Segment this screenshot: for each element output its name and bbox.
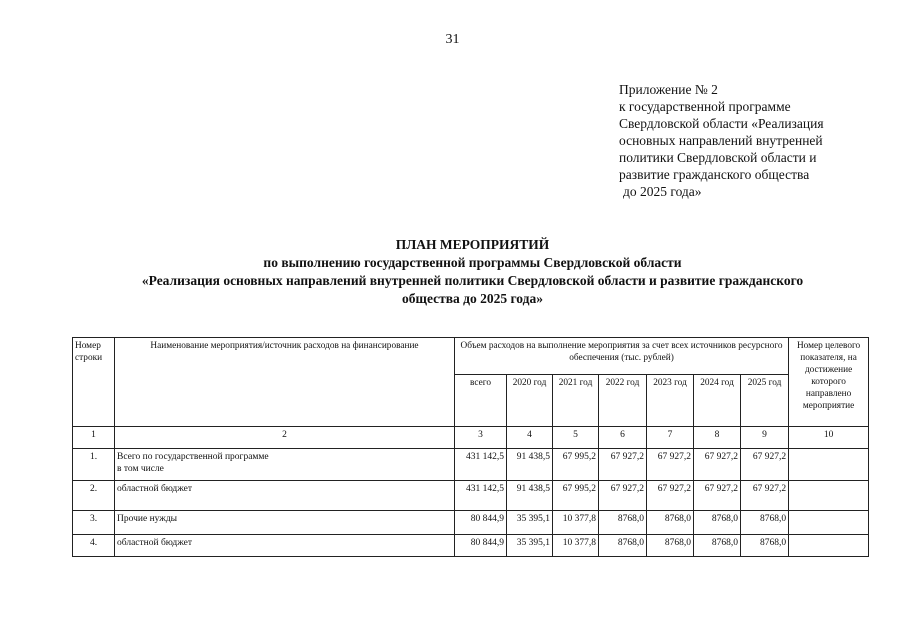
row-value-2021: 67 995,2: [553, 481, 599, 511]
column-number: 6: [599, 427, 647, 449]
table-row: [73, 535, 869, 557]
table-row: [73, 511, 869, 535]
row-value-2022: 67 927,2: [599, 481, 647, 511]
row-value-total: 431 142,5: [455, 481, 507, 511]
appendix-line: Свердловской области «Реализация: [619, 116, 824, 131]
row-target: [789, 535, 869, 557]
row-value-2021: 10 377,8: [553, 511, 599, 535]
row-value-2023: 67 927,2: [647, 481, 694, 511]
row-value-2025: 67 927,2: [741, 481, 789, 511]
row-value-2023: 8768,0: [647, 535, 694, 557]
column-number: 7: [647, 427, 694, 449]
plan-title-line: «Реализация основных направлений внутренней политики Свердловской области и развитие гражданского: [141, 273, 804, 288]
row-name: [115, 449, 455, 481]
row-value-2024: 67 927,2: [694, 481, 741, 511]
header-year-2024: 2024 год: [694, 375, 741, 427]
page-number: 31: [445, 32, 460, 47]
plan-title-line: общества до 2025 года»: [402, 291, 543, 306]
header-target: Номер целевого показателя, на достижение которого направлено мероприятие: [789, 338, 869, 427]
plan-title-heading: ПЛАН МЕРОПРИЯТИЙ: [395, 237, 550, 252]
row-value-2025: 8768,0: [741, 535, 789, 557]
row-value-2021: 67 995,2: [553, 449, 599, 481]
row-value-2024: 8768,0: [694, 535, 741, 557]
appendix-line: развитие гражданского общества: [619, 167, 810, 182]
row-number: 1.: [73, 449, 115, 481]
row-value-2022: 8768,0: [599, 511, 647, 535]
row-number: 4.: [73, 535, 115, 557]
appendix-line: до 2025 года»: [623, 184, 702, 199]
row-name-line: Всего по государственной программе: [117, 452, 269, 462]
row-value-2020: 91 438,5: [507, 481, 553, 511]
table-row: [73, 449, 869, 481]
header-row-number: Номер строки: [73, 338, 115, 427]
plan-title: [80, 236, 865, 308]
row-target: [789, 449, 869, 481]
column-number: 5: [553, 427, 599, 449]
row-name: областной бюджет: [115, 481, 455, 511]
header-total: всего: [455, 375, 507, 427]
header-year-2020: 2020 год: [507, 375, 553, 427]
row-value-2024: 67 927,2: [694, 449, 741, 481]
header-name: Наименование мероприятия/источник расходов на финансирование: [115, 338, 455, 427]
row-value-2020: 35 395,1: [507, 511, 553, 535]
row-name-line: в том числе: [117, 464, 164, 474]
row-name: Прочие нужды: [115, 511, 455, 535]
appendix-line: к государственной программе: [619, 99, 791, 114]
plan-table: [72, 337, 869, 557]
row-value-total: 431 142,5: [455, 449, 507, 481]
header-volume: Объем расходов на выполнение мероприятия за счет всех источников ресурсного обеспечения (тыс. рублей): [455, 338, 789, 375]
column-number: 10: [789, 427, 869, 449]
column-numbers-row: [73, 427, 869, 449]
row-target: [789, 481, 869, 511]
row-value-2023: 67 927,2: [647, 449, 694, 481]
table-row: [73, 481, 869, 511]
column-number: 3: [455, 427, 507, 449]
column-number: 2: [115, 427, 455, 449]
appendix-note: [619, 81, 889, 200]
row-value-2022: 67 927,2: [599, 449, 647, 481]
appendix-line: Приложение № 2: [619, 82, 718, 97]
row-value-2022: 8768,0: [599, 535, 647, 557]
column-number: 8: [694, 427, 741, 449]
row-value-2020: 35 395,1: [507, 535, 553, 557]
row-value-2021: 10 377,8: [553, 535, 599, 557]
appendix-line: основных направлений внутренней: [619, 133, 823, 148]
row-number: 2.: [73, 481, 115, 511]
row-name: областной бюджет: [115, 535, 455, 557]
row-target: [789, 511, 869, 535]
header-year-2022: 2022 год: [599, 375, 647, 427]
row-value-2024: 8768,0: [694, 511, 741, 535]
row-number: 3.: [73, 511, 115, 535]
row-value-total: 80 844,9: [455, 535, 507, 557]
row-value-total: 80 844,9: [455, 511, 507, 535]
appendix-line: политики Свердловской области и: [619, 150, 817, 165]
column-number: 9: [741, 427, 789, 449]
plan-title-line: по выполнению государственной программы Свердловской области: [263, 255, 682, 270]
column-number: 1: [73, 427, 115, 449]
header-year-2025: 2025 год: [741, 375, 789, 427]
row-value-2025: 8768,0: [741, 511, 789, 535]
row-value-2023: 8768,0: [647, 511, 694, 535]
header-year-2021: 2021 год: [553, 375, 599, 427]
row-value-2025: 67 927,2: [741, 449, 789, 481]
row-value-2020: 91 438,5: [507, 449, 553, 481]
column-number: 4: [507, 427, 553, 449]
header-year-2023: 2023 год: [647, 375, 694, 427]
